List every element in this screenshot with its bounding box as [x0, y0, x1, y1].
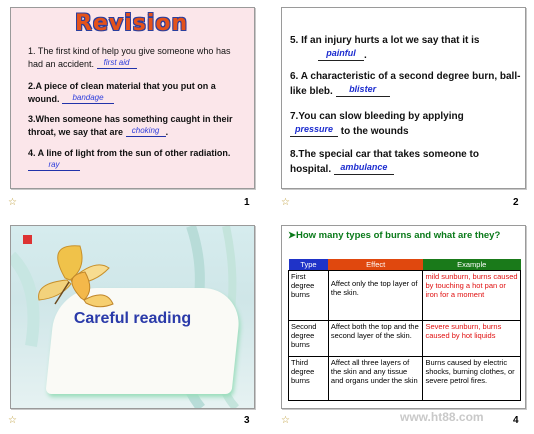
- slide-thumbnail-3[interactable]: [10, 225, 255, 409]
- question-8: [290, 148, 522, 176]
- arrow-bullet-icon: ➤: [288, 230, 296, 241]
- question-1: [28, 46, 238, 70]
- question-3-after: .: [165, 127, 169, 137]
- question-2-text: 2.A piece of clean material that you put on a wound.: [28, 81, 216, 104]
- question-3-text: 3.When someone has something caught in their throat, we say that are: [28, 114, 233, 137]
- table-cell-example: mild sunburn, burns caused by touching a hot pan or iron for a moment: [423, 271, 521, 321]
- slide-title-careful-reading: Careful reading: [73, 310, 192, 327]
- slide-star-icon: ☆: [8, 415, 17, 426]
- table-cell-example: Burns caused by electric shocks, burning clothes, or severe petrol fires.: [423, 357, 521, 401]
- question-1-text: 1. The first kind of help you give someone who has had an accident.: [28, 46, 231, 69]
- burns-question-text: How many types of burns and what are they?: [295, 230, 501, 241]
- slide-thumbnail-1[interactable]: [10, 7, 255, 189]
- slide-thumbnail-2[interactable]: [281, 7, 526, 189]
- page-number-1: 1: [244, 197, 250, 208]
- question-3: [28, 114, 246, 138]
- question-4-text: 4. A line of light from the sun of other radiation.: [28, 148, 231, 158]
- answer-4: ray: [28, 159, 80, 171]
- question-6: [290, 70, 526, 98]
- question-2: [28, 81, 243, 105]
- answer-3: choking: [126, 125, 166, 137]
- table-row: [289, 357, 521, 401]
- answer-2: bandage: [62, 92, 114, 104]
- burns-question: [288, 230, 518, 242]
- question-7-after: to the wounds: [340, 126, 409, 137]
- table-cell-effect: Affect both the top and the second layer of the skin.: [328, 321, 423, 357]
- watermark: www.ht88.com: [400, 410, 484, 424]
- question-4: [28, 148, 238, 172]
- table-cell-effect: Affect all three layers of the skin and any tissue and organs under the skin: [328, 357, 423, 401]
- table-row: [289, 271, 521, 321]
- question-5-text: 5. If an injury hurts a lot we say that it is: [290, 35, 480, 46]
- answer-7: pressure: [290, 123, 338, 137]
- answer-1: first aid: [97, 57, 137, 69]
- answer-6: blister: [336, 83, 390, 97]
- table-header-type: Type: [289, 259, 329, 271]
- burns-table: [288, 259, 521, 401]
- slide-title-revision: Revision: [75, 11, 189, 36]
- slide-star-icon: ☆: [8, 197, 17, 208]
- page-number-4: 4: [513, 415, 519, 426]
- table-header-example: Example: [423, 259, 521, 271]
- table-cell-type: Third degree burns: [289, 357, 329, 401]
- slide-thumbnail-4[interactable]: [281, 225, 526, 409]
- question-6-text: 6. A characteristic of a second degree burn, ball-like bleb.: [290, 71, 521, 97]
- question-8-text: 8.The special car that takes someone to hospital.: [290, 149, 479, 175]
- page-number-3: 3: [244, 415, 250, 426]
- table-cell-type: First degree burns: [289, 271, 329, 321]
- answer-5: painful: [318, 47, 364, 61]
- answer-8: ambulance: [334, 161, 394, 175]
- table-cell-example: Severe sunburn, burns caused by hot liquids: [423, 321, 521, 357]
- question-5-after: .: [364, 50, 367, 61]
- table-cell-type: Second degree burns: [289, 321, 329, 357]
- slide-star-icon: ☆: [281, 415, 290, 426]
- question-7-text: 7.You can slow bleeding by applying: [290, 111, 464, 122]
- table-header-effect: Effect: [328, 259, 423, 271]
- page-number-2: 2: [513, 197, 519, 208]
- question-7: [290, 110, 522, 138]
- table-cell-effect: Affect only the top layer of the skin.: [328, 271, 423, 321]
- slide-star-icon: ☆: [281, 197, 290, 208]
- question-5: [290, 34, 522, 62]
- table-row: [289, 321, 521, 357]
